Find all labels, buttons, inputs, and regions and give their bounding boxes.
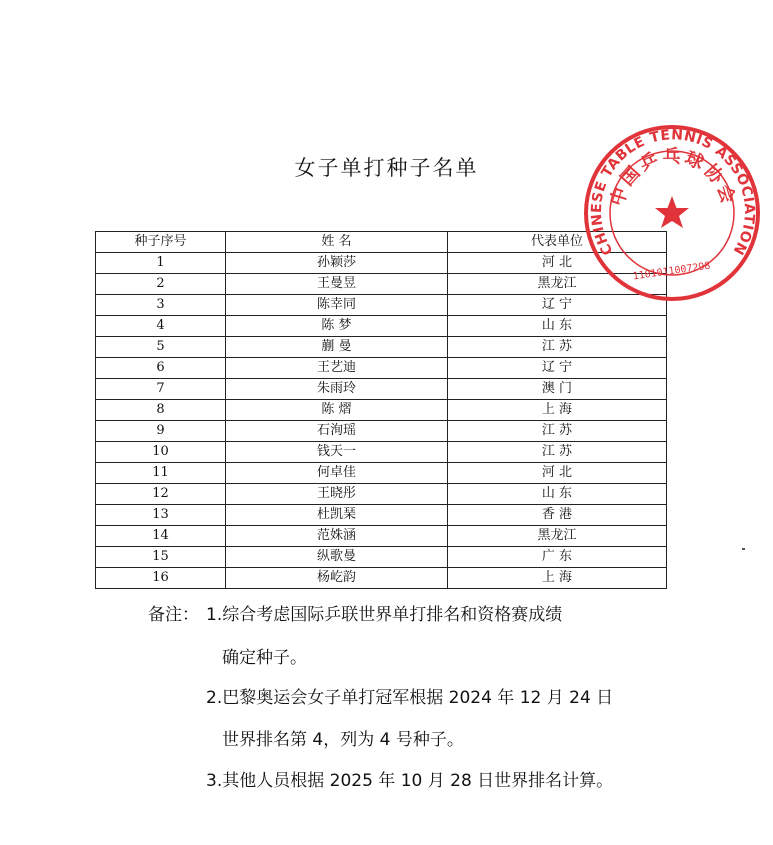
name-cell: 陈 熠	[226, 400, 448, 421]
unit-cell: 河 北	[448, 253, 667, 274]
seed-table	[95, 231, 667, 589]
seed-cell: 11	[96, 463, 226, 484]
header-seed: 种子序号	[96, 232, 226, 253]
unit-cell: 澳 门	[448, 379, 667, 400]
unit-cell: 山 东	[448, 316, 667, 337]
table-row	[96, 505, 667, 526]
unit-cell: 辽 宁	[448, 295, 667, 316]
note-3: 3.其他人员根据 2025 年 10 月 28 日世界排名计算。	[206, 771, 614, 791]
name-cell: 纵歌曼	[226, 547, 448, 568]
name-cell: 何卓佳	[226, 463, 448, 484]
unit-cell: 江 苏	[448, 337, 667, 358]
scan-speck	[742, 548, 745, 550]
table-row	[96, 421, 667, 442]
seal-outer-text: CHINESE TABLE TENNIS ASSOCIATION	[588, 127, 758, 258]
table-row	[96, 358, 667, 379]
table-row	[96, 274, 667, 295]
note-2-cont: 世界排名第 4，列为 4 号种子。	[222, 730, 464, 750]
table-row	[96, 442, 667, 463]
note-2: 2.巴黎奥运会女子单打冠军根据 2024 年 12 月 24 日	[206, 688, 614, 708]
table-row	[96, 547, 667, 568]
seed-cell: 1	[96, 253, 226, 274]
unit-cell: 黑龙江	[448, 526, 667, 547]
name-cell: 石洵瑶	[226, 421, 448, 442]
table-row	[96, 316, 667, 337]
table-row	[96, 400, 667, 421]
table-row	[96, 295, 667, 316]
document-title: 女子单打种子名单	[294, 156, 479, 180]
unit-cell: 江 苏	[448, 421, 667, 442]
header-name: 姓 名	[226, 232, 448, 253]
table-row	[96, 253, 667, 274]
table-row	[96, 568, 667, 589]
unit-cell: 上 海	[448, 568, 667, 589]
name-cell: 王曼昱	[226, 274, 448, 295]
name-cell: 王艺迪	[226, 358, 448, 379]
note-1-cont: 确定种子。	[222, 648, 307, 668]
unit-cell: 广 东	[448, 547, 667, 568]
unit-cell: 山 东	[448, 484, 667, 505]
name-cell: 孙颖莎	[226, 253, 448, 274]
name-cell: 陈幸同	[226, 295, 448, 316]
table-header-row	[96, 232, 667, 253]
association-seal	[583, 124, 761, 302]
seed-cell: 4	[96, 316, 226, 337]
unit-cell: 上 海	[448, 400, 667, 421]
table-row	[96, 337, 667, 358]
note-1: 1.综合考虑国际乒联世界单打排名和资格赛成绩	[206, 605, 563, 625]
table-row	[96, 463, 667, 484]
name-cell: 范姝涵	[226, 526, 448, 547]
seed-cell: 2	[96, 274, 226, 295]
table-row	[96, 379, 667, 400]
unit-cell: 河 北	[448, 463, 667, 484]
header-unit: 代表单位	[448, 232, 667, 253]
seed-cell: 9	[96, 421, 226, 442]
seed-cell: 15	[96, 547, 226, 568]
name-cell: 朱雨玲	[226, 379, 448, 400]
seed-cell: 10	[96, 442, 226, 463]
table-row	[96, 484, 667, 505]
seed-cell: 5	[96, 337, 226, 358]
table-row	[96, 526, 667, 547]
name-cell: 蒯 曼	[226, 337, 448, 358]
seed-cell: 14	[96, 526, 226, 547]
unit-cell: 江 苏	[448, 442, 667, 463]
seed-cell: 6	[96, 358, 226, 379]
name-cell: 杜凯琹	[226, 505, 448, 526]
seed-cell: 8	[96, 400, 226, 421]
name-cell: 杨屹韵	[226, 568, 448, 589]
seed-cell: 3	[96, 295, 226, 316]
name-cell: 陈 梦	[226, 316, 448, 337]
seal-star-icon	[655, 196, 689, 228]
unit-cell: 香 港	[448, 505, 667, 526]
seed-cell: 12	[96, 484, 226, 505]
seal-inner-text: 中国乒乓球协会	[606, 146, 740, 209]
name-cell: 王晓彤	[226, 484, 448, 505]
seed-cell: 13	[96, 505, 226, 526]
unit-cell: 辽 宁	[448, 358, 667, 379]
unit-cell: 黑龙江	[448, 274, 667, 295]
seal-code: 1101011007298	[632, 260, 712, 283]
seed-table-body	[96, 253, 667, 589]
notes-label: 备注：	[148, 605, 199, 625]
seed-cell: 7	[96, 379, 226, 400]
name-cell: 钱天一	[226, 442, 448, 463]
seed-cell: 16	[96, 568, 226, 589]
